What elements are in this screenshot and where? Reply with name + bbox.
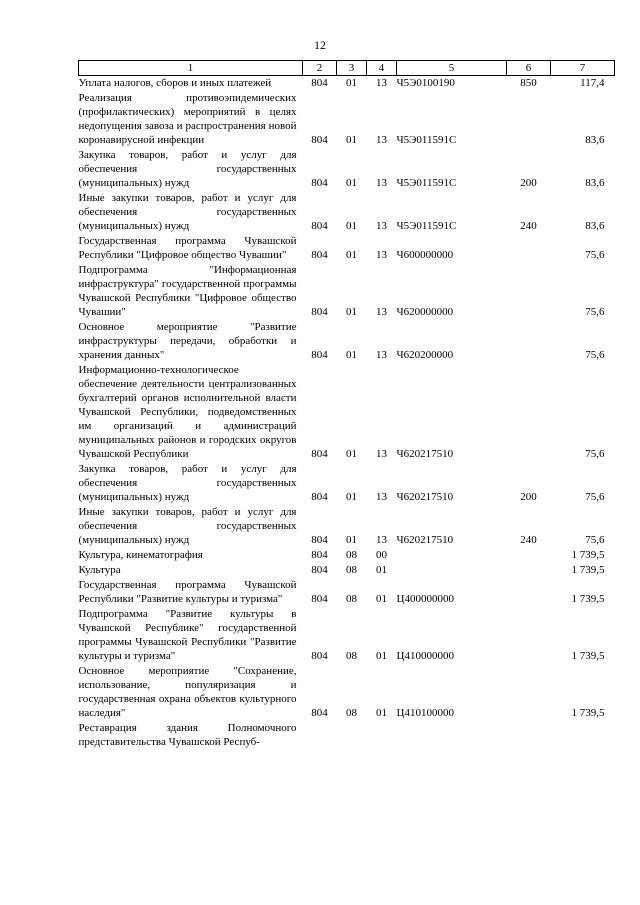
subsection-code: 01: [376, 593, 387, 605]
subsection-code: 13: [376, 249, 387, 261]
target-article: [397, 720, 507, 749]
section-code: 01: [346, 349, 357, 361]
header-col-1: 1: [79, 61, 303, 76]
target-article: Ц410000000: [396, 650, 454, 662]
amount: 1 739,5: [571, 707, 605, 719]
subsection-code: 13: [376, 77, 387, 89]
target-article: [397, 547, 507, 562]
expense-type: 240: [520, 534, 537, 546]
ministry-code: 804: [311, 650, 328, 662]
row-name: Реализация противоэпидемических (профилактических) мероприятий в целях недопущения завоза и распространения новой коронавирусной инфекции: [78, 92, 297, 146]
amount: 117,4: [580, 77, 605, 89]
ministry-code: 804: [311, 77, 328, 89]
expense-type: [507, 663, 551, 720]
amount: 83,6: [585, 134, 605, 146]
target-article: Ч620217510: [396, 491, 454, 503]
expense-type: [507, 547, 551, 562]
expense-type: [507, 233, 551, 262]
row-name: Подпрограмма "Развитие культуры в Чувашской Республике" государственной программы Чувашской Республики "Развитие культуры и туризма": [78, 608, 297, 662]
subsection-code: 01: [376, 650, 387, 662]
table-row: [79, 720, 615, 749]
expense-type: [507, 319, 551, 362]
row-name: Государственная программа Чувашской Республики "Развитие культуры и туризма": [78, 579, 297, 605]
expense-type: [507, 362, 551, 461]
subsection-code: 01: [376, 564, 387, 576]
table-row: [79, 504, 615, 547]
row-name: Закупка товаров, работ и услуг для обеспечения государственных (муниципальных) нужд: [78, 463, 297, 503]
subsection-code: 13: [376, 534, 387, 546]
table-row: [79, 461, 615, 504]
row-name: Реставрация здания Полномочного представительства Чувашской Респуб-: [78, 722, 297, 748]
expense-type: [507, 577, 551, 606]
amount: 75,6: [585, 491, 605, 503]
target-article: Ч5Э011591С: [396, 134, 457, 146]
row-name: Основное мероприятие "Сохранение, использование, популяризация и государственная охрана объектов культурного наследия": [78, 665, 297, 719]
section-code: 01: [346, 77, 357, 89]
table-row: [79, 76, 615, 91]
amount: 1 739,5: [571, 593, 605, 605]
expense-type: [507, 90, 551, 147]
section-code: [337, 720, 367, 749]
subsection-code: 13: [376, 220, 387, 232]
ministry-code: [303, 720, 337, 749]
amount: 75,6: [585, 306, 605, 318]
expense-type: [507, 720, 551, 749]
target-article: Ч5Э011591С: [396, 220, 457, 232]
ministry-code: 804: [311, 549, 328, 561]
row-name: Государственная программа Чувашской Республики "Цифровое общество Чувашии": [78, 235, 297, 261]
row-name: Основное мероприятие "Развитие инфраструктуры передачи, обработки и хранения данных": [78, 321, 297, 361]
table-row: [79, 362, 615, 461]
section-code: 01: [346, 306, 357, 318]
section-code: 01: [346, 177, 357, 189]
header-col-6: 6: [507, 61, 551, 76]
target-article: Ц410100000: [396, 707, 454, 719]
ministry-code: 804: [311, 593, 328, 605]
subsection-code: 13: [376, 491, 387, 503]
header-row: [79, 61, 615, 76]
subsection-code: 01: [376, 707, 387, 719]
ministry-code: 804: [311, 707, 328, 719]
ministry-code: 804: [311, 249, 328, 261]
amount: 1 739,5: [571, 650, 605, 662]
section-code: 01: [346, 491, 357, 503]
section-code: 08: [346, 564, 357, 576]
table-row: [79, 233, 615, 262]
ministry-code: 804: [311, 349, 328, 361]
ministry-code: 804: [311, 564, 328, 576]
table-row: [79, 90, 615, 147]
row-name: Иные закупки товаров, работ и услуг для обеспечения государственных (муниципальных) нужд: [78, 506, 297, 546]
amount: 75,6: [585, 534, 605, 546]
ministry-code: 804: [311, 491, 328, 503]
section-code: 08: [346, 707, 357, 719]
amount: 75,6: [585, 448, 605, 460]
amount: 75,6: [585, 349, 605, 361]
table-row: [79, 577, 615, 606]
target-article: [397, 562, 507, 577]
subsection-code: 13: [376, 306, 387, 318]
ministry-code: 804: [311, 134, 328, 146]
amount: 1 739,5: [571, 564, 605, 576]
target-article: Ч620217510: [396, 534, 454, 546]
amount: 75,6: [585, 249, 605, 261]
ministry-code: 804: [311, 220, 328, 232]
ministry-code: 804: [311, 534, 328, 546]
table-row: [79, 663, 615, 720]
header-col-7: 7: [551, 61, 615, 76]
subsection-code: 13: [376, 134, 387, 146]
section-code: 08: [346, 593, 357, 605]
ministry-code: 804: [311, 448, 328, 460]
row-name: Иные закупки товаров, работ и услуг для обеспечения государственных (муниципальных) нужд: [78, 192, 297, 232]
target-article: Ц400000000: [396, 593, 454, 605]
table-row: [79, 606, 615, 663]
table-row: [79, 319, 615, 362]
subsection-code: 00: [376, 549, 387, 561]
header-col-2: 2: [303, 61, 337, 76]
header-col-3: 3: [337, 61, 367, 76]
table-row: [79, 147, 615, 190]
row-name: Подпрограмма "Информационная инфраструктура" государственной программы Чувашской Республики "Цифровое общество Чувашии": [78, 264, 297, 318]
subsection-code: [367, 720, 397, 749]
row-name: Культура, кинематография: [78, 549, 203, 561]
target-article: Ч600000000: [396, 249, 454, 261]
header-col-5: 5: [397, 61, 507, 76]
budget-table: [78, 60, 615, 749]
section-code: 01: [346, 534, 357, 546]
subsection-code: 13: [376, 177, 387, 189]
amount: [551, 720, 615, 749]
section-code: 01: [346, 220, 357, 232]
section-code: 08: [346, 549, 357, 561]
table-row: [79, 262, 615, 319]
amount: 83,6: [585, 177, 605, 189]
target-article: Ч620000000: [396, 306, 454, 318]
section-code: 08: [346, 650, 357, 662]
section-code: 01: [346, 448, 357, 460]
target-article: Ч620217510: [396, 448, 454, 460]
row-name: Уплата налогов, сборов и иных платежей: [78, 77, 272, 89]
page-number: 12: [314, 38, 326, 52]
expense-type: 240: [520, 220, 537, 232]
table-row: [79, 562, 615, 577]
ministry-code: 804: [311, 306, 328, 318]
subsection-code: 13: [376, 349, 387, 361]
ministry-code: 804: [311, 177, 328, 189]
expense-type: [507, 562, 551, 577]
expense-type: 200: [520, 177, 537, 189]
expense-type: 850: [520, 77, 537, 89]
target-article: Ч620200000: [396, 349, 454, 361]
table-row: [79, 547, 615, 562]
table-body: [79, 76, 615, 750]
row-name: Закупка товаров, работ и услуг для обеспечения государственных (муниципальных) нужд: [78, 149, 297, 189]
header-col-4: 4: [367, 61, 397, 76]
row-name: Культура: [78, 564, 121, 576]
expense-type: 200: [520, 491, 537, 503]
target-article: Ч5Э0100190: [396, 77, 455, 89]
section-code: 01: [346, 134, 357, 146]
expense-type: [507, 606, 551, 663]
target-article: Ч5Э011591С: [396, 177, 457, 189]
amount: 1 739,5: [571, 549, 605, 561]
subsection-code: 13: [376, 448, 387, 460]
table-row: [79, 190, 615, 233]
row-name: Информационно-технологическое обеспечение деятельности централизованных бухгалтерий органов исполнительной власти Чувашской Республики, подведомственных им организаций и администраций муниципальных районов и городских округов Чувашской Республики: [78, 364, 297, 460]
section-code: 01: [346, 249, 357, 261]
expense-type: [507, 262, 551, 319]
amount: 83,6: [585, 220, 605, 232]
